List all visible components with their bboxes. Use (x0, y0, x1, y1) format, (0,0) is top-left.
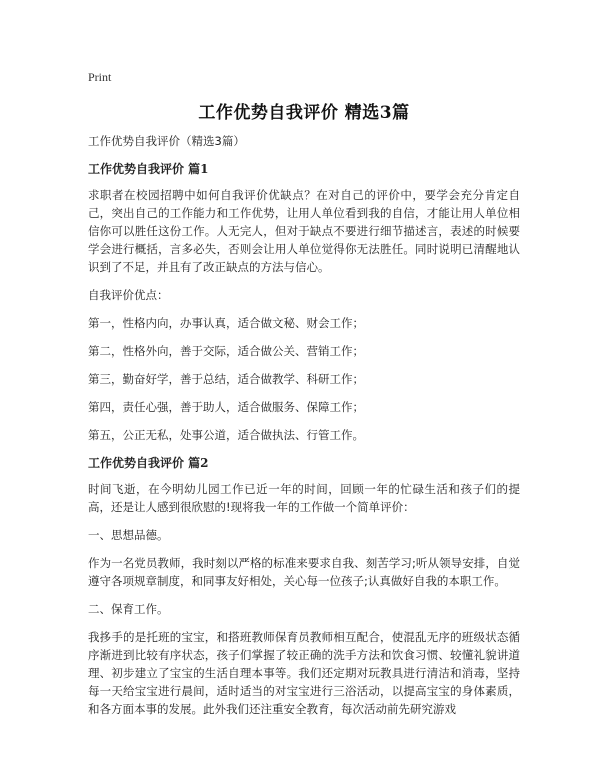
section-1-list-title: 自我评价优点： (88, 288, 169, 302)
section-1-intro: 求职者在校园招聘中如何自我评价优缺点？在对自己的评价中，要学会充分肯定自己，突出自己的工作能力和工作优势，让用人单位看到我的自信，才能让用人单位相信你可以胜任这份工作。人无完人，但对于缺点不要进行细节描述言，表述的时候要学会进行概括，言多必失，否则会让用人单位觉得你无法胜任。同时说明已清醒地认识到了不足，并且有了改正缺点的方法与信心。 (88, 188, 520, 274)
section-2-sub1-text: 作为一名党员教师，我时刻以严格的标准来要求自我、刻苦学习;听从领导安排，自觉遵守各项规章制度，和同事友好相处，关心每一位孩子;认真做好自我的本职工作。 (88, 556, 520, 588)
section-2-sub1-title: 一、思想品德。 (88, 528, 169, 542)
document-page (88, 0, 520, 776)
section-2-sub2-text: 我拸手的是托班的宝宝，和搭班教师保育员教师相互配合，使混乱无序的班级状态循序渐进到比较有序状态，孩子们掌握了较正确的洗手方法和饮食习惯、较懂礼貌讲道理、初步建立了宝宝的生活自理本事等。我们还定期对玩教具进行清洁和消毒，坚持每一天给宝宝进行晨间，适时适当的对宝宝进行三浴活动，以提高宝宝的身体素质，和各方面本事的发展。此外我们还注重安全教育，每次活动前先研究游戏 (88, 630, 520, 716)
list-item: 第三，勤奋好学，善于总结，适合做教学、科研工作； (88, 372, 364, 386)
list-item: 第一，性格内向，办事认真，适合做文秘、财会工作； (88, 316, 364, 330)
list-item: 第五，公正无私，处事公道，适合做执法、行管工作。 (88, 428, 364, 442)
section-2-intro: 时间飞逝，在今明幼儿园工作已近一年的时间，回顾一年的忙碌生活和孩子们的提高，还是让人感到很欣慰的!现将我一年的工作做一个简单评价： (88, 482, 520, 514)
section-1-heading: 工作优势自我评价 篇1 (88, 162, 209, 176)
list-item: 第二，性格外向，善于交际，适合做公关、营销工作； (88, 344, 364, 358)
list-item: 第四，责任心强，善于助人，适合做服务、保障工作； (88, 400, 364, 414)
document-title: 工作优势自我评价 精选3篇 (198, 103, 410, 123)
print-label[interactable]: Print (88, 70, 112, 84)
section-2-heading: 工作优势自我评价 篇2 (88, 456, 209, 470)
section-2-sub2-title: 二、保育工作。 (88, 602, 169, 616)
document-subtitle: 工作优势自我评价（精选3篇） (88, 134, 245, 148)
document-body (88, 132, 520, 728)
